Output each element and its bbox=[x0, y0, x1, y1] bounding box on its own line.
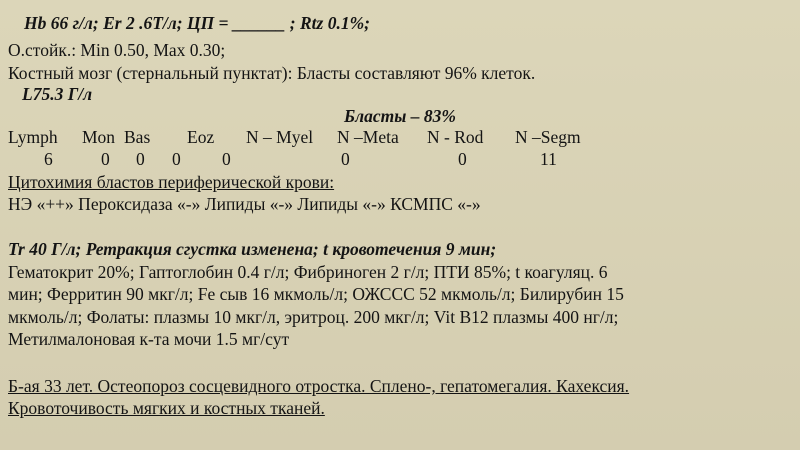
table-header: N –Meta bbox=[337, 127, 399, 147]
table-header: Bas bbox=[124, 127, 151, 147]
table-cell: 0 bbox=[172, 149, 181, 169]
lab-line-1: Гематокрит 20%; Гаптоглобин 0.4 г/л; Фибриноген 2 г/л; ПТИ 85%; t коагуляц. 6 bbox=[8, 262, 608, 282]
cytochemistry-heading: Цитохимия бластов периферической крови: bbox=[8, 172, 335, 192]
bone-marrow-line: Костный мозг (стернальный пунктат): Бласты составляют 96% клеток. bbox=[8, 63, 536, 83]
table-cell: 0 bbox=[101, 149, 110, 169]
platelets-line: Tr 40 Г/л; Ретракция сгустка изменена; t кровотечения 9 мин; bbox=[8, 239, 497, 259]
bleeding-line: Кровоточивость мягких и костных тканей. bbox=[8, 398, 325, 418]
table-cell: 11 bbox=[540, 149, 557, 169]
table-cell: 0 bbox=[341, 149, 350, 169]
table-header: N –Segm bbox=[515, 127, 581, 147]
lab-line-3: мкмоль/л; Фолаты: плазмы 10 мкг/л, эритроц. 200 мкг/л; Vit B12 плазмы 400 нг/л; bbox=[8, 307, 619, 327]
cytochemistry-line: НЭ «++» Пероксидаза «-» Липиды «-» Липиды «-» КСМПС «-» bbox=[8, 194, 481, 214]
blasts-line: Бласты – 83% bbox=[344, 106, 456, 126]
lab-line-2: мин; Ферритин 90 мкг/л; Fe сыв 16 мкмоль/л; ОЖССС 52 мкмоль/л; Билирубин 15 bbox=[8, 284, 624, 304]
table-header: N – Myel bbox=[246, 127, 314, 147]
table-cell: 0 bbox=[136, 149, 145, 169]
osmotic-resistance-line: О.стойк.: Min 0.50, Max 0.30; bbox=[8, 40, 226, 60]
table-header: N - Rod bbox=[427, 127, 484, 147]
table-header: Eoz bbox=[187, 127, 215, 147]
table-header: Lymph bbox=[8, 127, 58, 147]
blood-count-line: Hb 66 г/л; Er 2 .6Т/л; ЦП = ______ ; Rtz 0.1%; bbox=[24, 13, 370, 33]
table-cell: 6 bbox=[44, 149, 53, 169]
patient-line: Б-ая 33 лет. Остеопороз сосцевидного отростка. Сплено-, гепатомегалия. Кахексия. bbox=[8, 376, 630, 396]
leukocytes-line: L75.3 Г/л bbox=[22, 84, 93, 104]
table-cell: 0 bbox=[222, 149, 231, 169]
lab-line-4: Метилмалоновая к-та мочи 1.5 мг/сут bbox=[8, 329, 290, 349]
table-header: Mon bbox=[82, 127, 116, 147]
table-cell: 0 bbox=[458, 149, 467, 169]
